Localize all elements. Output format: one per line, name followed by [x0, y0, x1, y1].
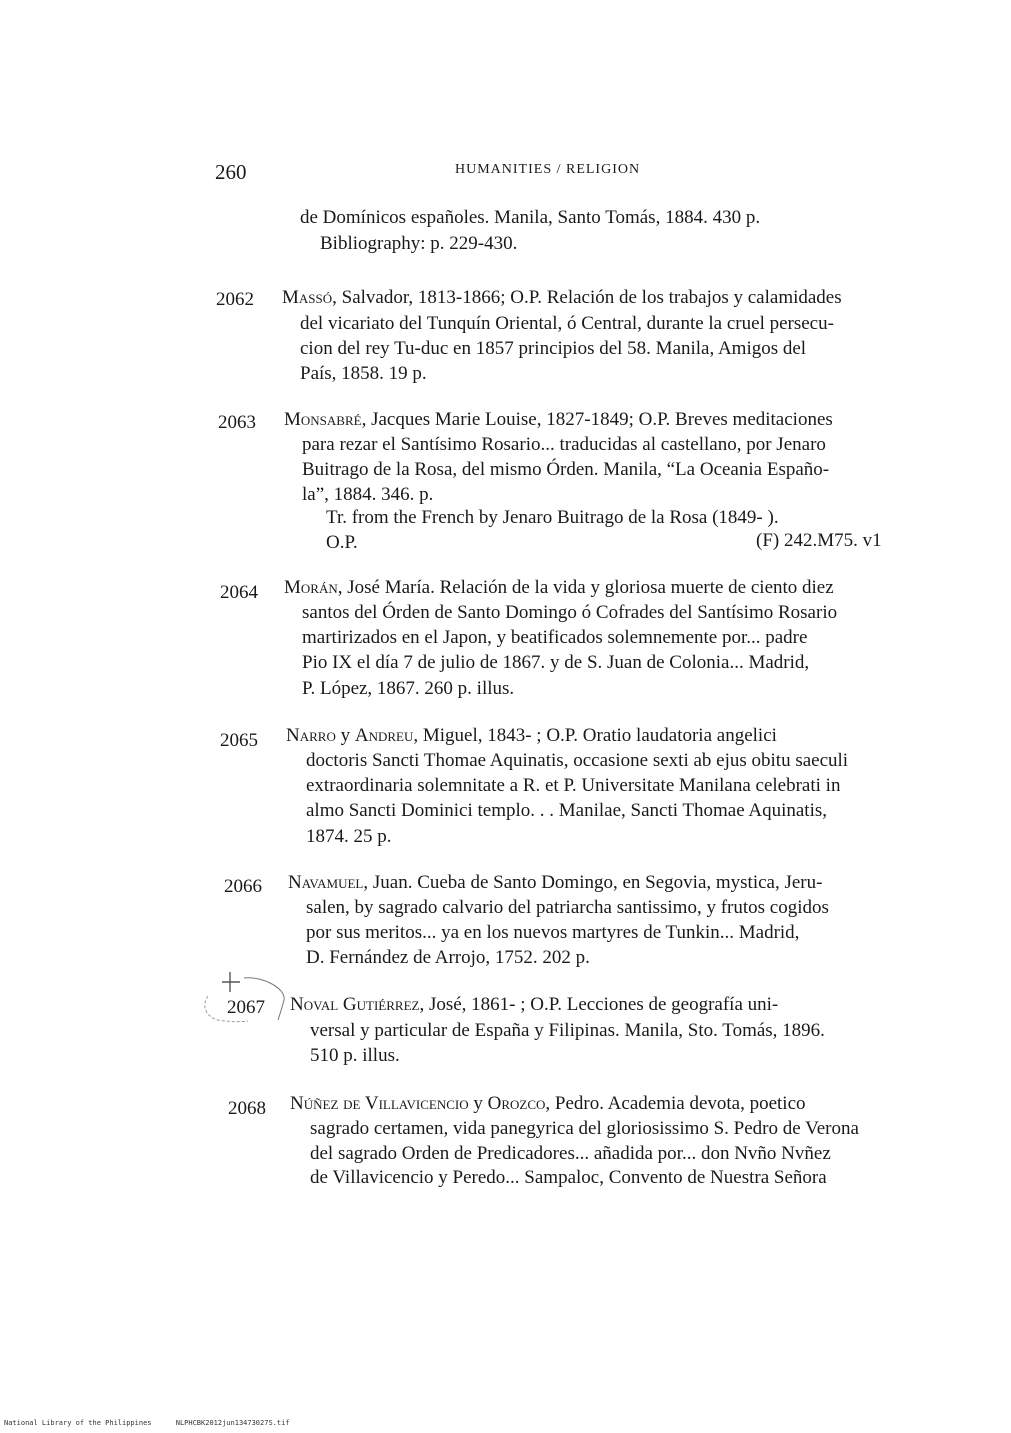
continuation-line-2: Bibliography: p. 229-430. — [320, 233, 518, 254]
scan-footer — [4, 1419, 310, 1427]
entry-text: , José María. Relación de la vida y gloriosa muerte de ciento diez — [337, 577, 834, 598]
entry-first-line — [284, 576, 834, 600]
footer-library: National Library of the Philippines — [4, 1419, 152, 1427]
entry-line: de Villavicencio y Peredo... Sampaloc, Convento de Nuestra Señora — [310, 1167, 827, 1188]
entry-line: doctoris Sancti Thomae Aquinatis, occasione sexti ab ejus obitu saeculi — [306, 750, 849, 771]
entry-author: Morán — [284, 577, 338, 598]
entry-first-line — [290, 1092, 806, 1116]
entry-number: 2064 — [220, 582, 258, 603]
entry-first-line — [288, 871, 822, 895]
entry-line: martirizados en el Japon, y beatificados solemnemente por... padre — [302, 627, 808, 648]
entry-number: 2063 — [218, 412, 256, 433]
entry-author: Andreu — [354, 725, 414, 746]
entry-text: , Salvador, 1813-1866; O.P. Relación de los trabajos y calamidades — [332, 287, 842, 308]
entry-line: por sus meritos... ya en los nuevos martyres de Tunkin... Madrid, — [306, 922, 800, 943]
entry-note-line: O.P. — [326, 532, 358, 553]
entry-line: del vicariato del Tunquín Oriental, ó Central, durante la cruel persecu- — [300, 313, 834, 334]
entry-text: y — [468, 1093, 488, 1114]
entry-line: P. López, 1867. 260 p. illus. — [302, 678, 515, 699]
entry-author: Núñez de Villavicencio — [290, 1093, 469, 1114]
entry-text: y — [335, 725, 355, 746]
entry-note-line: Tr. from the French by Jenaro Buitrago de la Rosa (1849- ). — [326, 507, 779, 528]
entry-line: extraordinaria solemnitate a R. et P. Universitate Manilana celebrati in — [306, 775, 841, 796]
entry-line: del sagrado Orden de Predicadores... añadida por... don Nvño Nvñez — [310, 1143, 831, 1164]
running-head: HUMANITIES / RELIGION — [455, 162, 641, 177]
entry-first-line — [286, 724, 777, 748]
entry-author: Massó — [282, 287, 333, 308]
entry-line: Pio IX el día 7 de julio de 1867. y de S. Juan de Colonia... Madrid, — [302, 652, 810, 673]
entry-number: 2068 — [228, 1098, 266, 1119]
entry-first-line — [282, 286, 842, 310]
entry-text: , Miguel, 1843- ; O.P. Oratio laudatoria angelici — [413, 725, 777, 746]
entry-line: almo Sancti Dominici templo. . . Manilae, Sancti Thomae Aquinatis, — [306, 800, 828, 821]
entry-number: 2066 — [224, 876, 262, 897]
entry-line: País, 1858. 19 p. — [300, 363, 427, 384]
entry-first-line — [284, 408, 833, 432]
entry-number: 2067 — [227, 997, 265, 1018]
entry-text: , Pedro. Academia devota, poetico — [545, 1093, 806, 1114]
entry-line: Buitrago de la Rosa, del mismo Órden. Manila, “La Oceania Españo- — [302, 459, 830, 480]
entry-line: sagrado certamen, vida panegyrica del gloriosissimo S. Pedro de Verona — [310, 1118, 859, 1139]
entry-author: Orozco — [487, 1093, 546, 1114]
entry-line: la”, 1884. 346. p. — [302, 484, 434, 505]
entry-text: , José, 1861- ; O.P. Lecciones de geografía uni- — [419, 994, 779, 1015]
entry-line: cion del rey Tu-duc en 1857 principios del 58. Manila, Amigos del — [300, 338, 807, 359]
continuation-line-1: de Domínicos españoles. Manila, Santo Tomás, 1884. 430 p. — [300, 207, 761, 228]
entry-line: 1874. 25 p. — [306, 826, 392, 847]
entry-line: versal y particular de España y Filipinas. Manila, Sto. Tomás, 1896. — [310, 1020, 825, 1041]
entry-first-line — [290, 993, 778, 1017]
entry-text: , Jacques Marie Louise, 1827-1849; O.P. Breves meditaciones — [361, 409, 833, 430]
entry-number: 2065 — [220, 730, 258, 751]
entry-line: D. Fernández de Arrojo, 1752. 202 p. — [306, 947, 590, 968]
entry-line: salen, by sagrado calvario del patriarcha santissimo, y frutos cogidos — [306, 897, 829, 918]
entry-author: Narro — [286, 725, 336, 746]
entry-author: Monsabré — [284, 409, 362, 430]
entry-number: 2062 — [216, 289, 254, 310]
page-number: 260 — [215, 160, 247, 184]
entry-author: Navamuel — [288, 872, 364, 893]
entry-text: , Juan. Cueba de Santo Domingo, en Segovia, mystica, Jeru- — [363, 872, 823, 893]
call-number: (F) 242.M75. v1 — [756, 530, 882, 551]
entry-author: Noval Gutiérrez — [290, 994, 420, 1015]
footer-filename: NLPHCBK2012jun13473027S.tif — [175, 1419, 290, 1427]
entry-line: para rezar el Santísimo Rosario... traducidas al castellano, por Jenaro — [302, 434, 826, 455]
entry-line: santos del Órden de Santo Domingo ó Cofrades del Santísimo Rosario — [302, 602, 838, 623]
entry-line: 510 p. illus. — [310, 1045, 400, 1066]
